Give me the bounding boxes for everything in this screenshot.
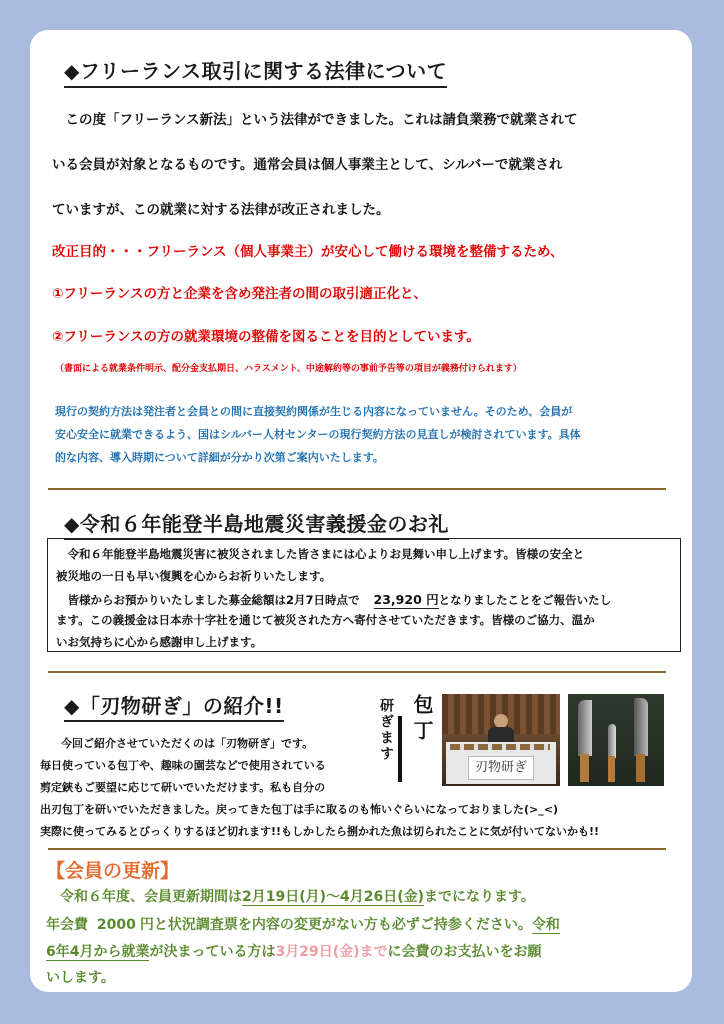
knives-on-table [450,744,550,750]
renewal-line-1: 令和６年度、会員更新期間は2月19日(月)～4月26日(金)までになります。 [46,889,535,905]
renewal-line-2: 年会費 2000 円と状況調査票を内容の変更がない方も必ずご持参ください。令和 [46,917,560,933]
donation-box [47,538,681,652]
purpose-item-1: ①フリーランスの方と企業を含め発注者の間の取引適正化と、 [52,286,427,302]
sharpening-line-1: 今回ご紹介させていただくのは「刃物研ぎ」です。 [50,737,314,750]
freelance-title: ◆フリーランス取引に関する法律について [64,55,447,88]
freelance-line-1: この度「フリーランス新法」という法律ができました。これは請負業務で就業されて [52,112,578,128]
sharpening-line-4: 出刃包丁を研いでいただきました。戻ってきた包丁は手に取るのも怖いぐらいになっておりました(>_<) [40,803,558,816]
donation-line-3: 皆様からお預かりいたしました募金総額は2月7日時点で 23,920 円となりましたことをご報告いたし [56,592,612,607]
knife-handle [636,754,645,782]
contract-line-2: 安心安全に就業できるよう、国はシルバー人材センターの現行契約方法の見直しが検討されています。具体 [55,428,581,441]
stall-photo [442,694,560,786]
divider [48,671,666,673]
renewal-title: 【会員の更新】 [46,860,180,882]
payment-deadline: 3月29日(金)まで [275,944,388,960]
donation-line-4: ます。この義援金は日本赤十字社を通じて被災された方へ寄付させていただきます。皆様のご協力、温か [56,613,595,627]
knife-blade [608,724,616,758]
obligation-note: （書面による就業条件明示、配分金支払期日、ハラスメント、中途解約等の事前予告等の項目が義務付けられます） [55,364,522,374]
sign-text-left: 研ぎます [378,698,394,762]
contract-line-3: 的な内容、導入時期について詳細が分かり次第ご案内いたします。 [55,451,384,464]
knives-photo [568,694,664,786]
contract-line-1: 現行の契約方法は発注者と会員との間に直接契約関係が生じる内容になっていません。そのため、会員が [55,405,573,418]
donation-line-2: 被災地の一日も早い復興を心からお祈りいたします。 [56,569,332,583]
sign-text-right: 包丁 [410,694,434,746]
sharpening-title: ◆「刃物研ぎ」の紹介!! [64,690,284,722]
stall-banner: 刃物研ぎ [468,756,534,780]
sharpening-line-5: 実際に使ってみるとびっくりするほど切れます!!もしかしたら捌かれた魚は切られたことに気が付いてないかも!! [40,825,600,838]
divider [48,488,666,490]
sharpening-sign [372,690,436,788]
renewal-line-3: 6年4月から就業が決まっている方は3月29日(金)までに会費のお支払いをお願 [46,944,542,960]
sign-bar [398,716,402,782]
annual-fee: 2000 [96,917,136,933]
purpose-line: 改正目的・・・フリーランス（個人事業主）が安心して働ける環境を整備するため、 [52,244,564,260]
donation-line-5: いお気持ちに心から感謝申し上げます。 [56,635,263,649]
knife-blade [578,700,592,756]
sharpening-line-3: 剪定鋏もご要望に応じて研いでいただけます。私も自分の [40,781,326,794]
donation-amount: 23,920 円 [373,592,439,607]
renewal-line-4: いします。 [46,970,115,986]
donation-line-1: 令和６年能登半島地震災害に被災されました皆さまには心よりお見舞い申し上げます。皆様の安全と [56,547,585,561]
knife-blade [634,698,648,756]
knife-handle [580,754,589,782]
donation-title: ◆令和６年能登半島地震災害義援金のお礼 [64,508,449,540]
divider [48,848,666,850]
person-head [494,714,508,728]
page [30,30,692,992]
freelance-line-3: ていますが、この就業に対する法律が改正されました。 [52,202,390,218]
renewal-period: 2月19日(月)～4月26日(金) [242,889,425,905]
freelance-line-2: いる会員が対象となるものです。通常会員は個人事業主として、シルバーで就業され [52,157,563,173]
knife-handle [608,756,615,782]
sharpening-line-2: 毎日使っている包丁や、趣味の園芸などで使用されている [40,759,326,772]
purpose-item-2: ②フリーランスの方の就業環境の整備を図ることを目的としています。 [52,329,480,345]
